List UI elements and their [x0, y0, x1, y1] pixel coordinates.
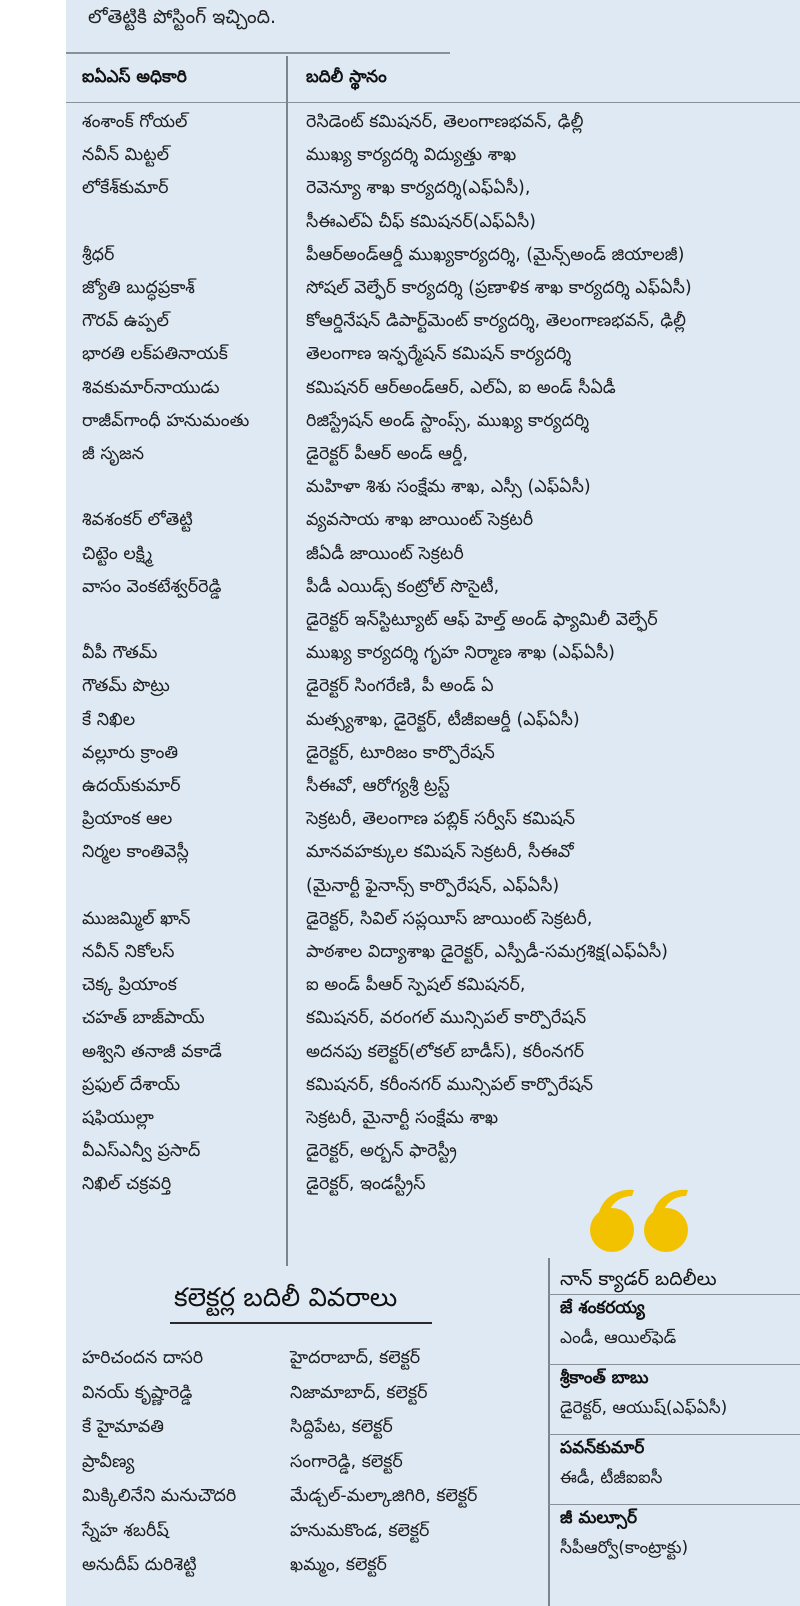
officer-posting: కమిషనర్, వరంగల్ మున్సిపల్ కార్పొరేషన్ [306, 1008, 587, 1029]
officer-posting: డైరెక్టర్ సింగరేణి, పీ అండ్ ఏ [306, 676, 494, 697]
collector-name: ప్రావీణ్య [82, 1451, 135, 1472]
collector-name: మిక్కిలినేని మనుచౌదరి [82, 1486, 237, 1506]
collector-name: స్నేహ శబరీష్ [82, 1520, 169, 1541]
non-cadre-posting: సీపీఆర్వో(కాంట్రాక్టు) [560, 1538, 689, 1558]
officer-posting: కోఆర్డినేషన్ డిపార్ట్‌మెంట్ కార్యదర్శి, తెలంగాణభవన్, ఢిల్లీ [306, 311, 686, 332]
collector-posting: ఖమ్మం, కలెక్టర్ [290, 1555, 387, 1575]
officer-name: ప్రియాంక ఆల [82, 809, 173, 830]
officer-name: జీ సృజన [82, 444, 145, 464]
officer-name: షఫియుల్లా [82, 1108, 154, 1128]
officer-name: శంశాంక్ గోయల్ [82, 112, 188, 132]
officer-posting: రిజిస్ట్రేషన్ అండ్ స్టాంప్స్, ముఖ్య కార్యదర్శి [306, 410, 590, 431]
collector-posting: సంగారెడ్డి, కలెక్టర్ [290, 1451, 403, 1472]
officer-name: చెక్క ప్రియాంక [82, 975, 177, 996]
officer-posting: రెవెన్యూ శాఖ కార్యదర్శి(ఎఫ్ఏసీ), [306, 178, 531, 199]
column-divider [286, 56, 288, 1266]
collector-posting: మేడ్చల్-మల్కాజిగిరి, కలెక్టర్ [290, 1486, 478, 1506]
officer-posting: మహిళా శిశు సంక్షేమ శాఖ, ఎస్సీ (ఎఫ్ఏసీ) [306, 477, 591, 498]
officer-name: శ్రీధర్ [82, 244, 115, 265]
officer-posting: డైరెక్టర్, అర్బన్ ఫారెస్ట్రీ [306, 1141, 457, 1162]
officer-posting: పీఆర్అండ్ఆర్డీ ముఖ్యకార్యదర్శి, (మైన్స్అండ్ జియాలజీ) [306, 244, 685, 265]
officer-name: చహత్ బాజ్‌పాయ్ [82, 1008, 205, 1029]
officer-posting: ముఖ్య కార్యదర్శి విద్యుత్తు శాఖ [306, 145, 517, 166]
officer-name: నవీన్ మిట్టల్ [82, 145, 170, 166]
officer-posting: సీఈవో, ఆరోగ్యశ్రీ ట్రస్ట్ [306, 776, 450, 796]
collector-posting: సిద్దిపేట, కలెక్టర్ [290, 1417, 393, 1437]
officer-posting: కమిషనర్, కరీంనగర్ మున్సిపల్ కార్పొరేషన్ [306, 1074, 594, 1095]
officer-name: రాజీవ్‌గాంధీ హనుమంతు [82, 410, 250, 431]
non-cadre-divider [548, 1258, 550, 1606]
officer-name: ప్రఫుల్ దేశాయ్ [82, 1074, 181, 1095]
officer-posting: పీడీ ఎయిడ్స్ కంట్రోల్ సొసైటీ, [306, 576, 500, 597]
top-rule [66, 52, 450, 54]
officer-posting: అదనపు కలెక్టర్(లోకల్ బాడీస్), కరీంనగర్ [306, 1041, 584, 1062]
officer-posting: డైరెక్టర్ పీఆర్ అండ్ ఆర్డీ, [306, 444, 469, 464]
officer-posting: సీఈఎల్ఏ చీఫ్ కమిషనర్(ఎఫ్ఏసీ) [306, 211, 537, 232]
collector-posting: హైదరాబాద్, కలెక్టర్ [290, 1348, 421, 1368]
non-cadre-rule [548, 1504, 800, 1505]
officer-name: వీపీ గౌతమ్ [82, 643, 158, 664]
officer-posting: వ్యవసాయ శాఖ జాయింట్ సెక్రటరీ [306, 510, 534, 531]
officer-posting: డైరెక్టర్, టూరిజం కార్పొరేషన్ [306, 742, 495, 763]
officer-posting: పాఠశాల విద్యాశాఖ డైరెక్టర్, ఎస్పీడీ-సమగ్రశిక్ష(ఎఫ్ఏసీ) [306, 942, 669, 962]
collectors-title-underline [170, 1322, 432, 1324]
officer-posting: జీఏడీ జాయింట్ సెక్రటరీ [306, 543, 464, 564]
non-cadre-posting: ఈడీ, టీజీఐఐసీ [560, 1468, 663, 1488]
collector-name: వినయ్ కృష్ణారెడ్డి [82, 1382, 193, 1403]
officer-name: నిఖిల్ చక్రవర్తి [82, 1174, 172, 1195]
officer-posting: రెసిడెంట్ కమిషనర్, తెలంగాణభవన్, ఢిల్లీ [306, 112, 584, 132]
quote-mark-icon [582, 1186, 702, 1256]
officer-name: ముజమ్మిల్ ఖాన్ [82, 908, 191, 929]
officer-name: గౌరవ్ ఉప్పల్ [82, 311, 169, 332]
officer-name: కే నిఖిల [82, 709, 136, 730]
officer-name: వల్లూరు క్రాంతి [82, 742, 179, 763]
collector-name: కే హైమావతి [82, 1417, 164, 1437]
header-rule [66, 102, 800, 103]
non-cadre-name: జే శంకరయ్య [560, 1298, 645, 1318]
officer-name: నిర్మల కాంతివెస్లీ [82, 842, 189, 863]
officer-posting: మానవహక్కుల కమిషన్ సెక్రటరీ, సీఈవో [306, 842, 574, 863]
officer-posting: డైరెక్టర్, సివిల్ సప్లయీస్ జాయింట్ సెక్రటరీ, [306, 908, 593, 929]
officer-name: శివకుమార్‌నాయుడు [82, 377, 220, 398]
non-cadre-rule [548, 1434, 800, 1435]
officer-name: ఉదయ్‌కుమార్ [82, 776, 181, 796]
officer-posting: డైరెక్టర్, ఇండస్ట్రీస్ [306, 1174, 426, 1195]
officer-name: నవీన్ నికోలస్ [82, 942, 175, 962]
officer-name: చిట్టెం లక్ష్మి [82, 543, 153, 564]
collectors-title: కలెక్టర్ల బదిలీ వివరాలు [174, 1283, 398, 1313]
officer-name: వాసం వెంకటేశ్వర్‌రెడ్డి [82, 576, 222, 597]
header-posting: బదిలీ స్థానం [306, 67, 387, 87]
collector-name: హరిచందన దాసరి [82, 1348, 204, 1368]
officer-posting: ముఖ్య కార్యదర్శి గృహ నిర్మాణ శాఖ (ఎఫ్ఏసీ) [306, 643, 615, 664]
non-cadre-title: నాన్ క్యాడర్ బదిలీలు [560, 1268, 717, 1290]
officer-posting: కమిషనర్ ఆర్అండ్ఆర్, ఎల్ఏ, ఐ అండ్ సీఏడీ [306, 377, 616, 398]
collector-name: అనుదీప్ దురిశెట్టి [82, 1555, 197, 1575]
officer-posting: మత్స్యశాఖ, డైరెక్టర్, టీజీఐఆర్డీ (ఎఫ్ఏసీ) [306, 709, 580, 730]
non-cadre-name: శ్రీకాంత్ బాబు [560, 1368, 649, 1388]
officer-name: గౌతమ్ పొట్రు [82, 676, 170, 697]
officer-posting: తెలంగాణ ఇన్ఫర్మేషన్ కమిషన్ కార్యదర్శి [306, 344, 572, 365]
officer-name: జ్యోతి బుద్ధప్రకాశ్ [82, 278, 195, 298]
officer-posting: సెక్రటరీ, మైనార్టీ సంక్షేమ శాఖ [306, 1108, 499, 1128]
officer-name: భారతి లక్‌పతినాయక్ [82, 344, 228, 365]
intro-text: లోతెట్టికి పోస్టింగ్ ఇచ్చింది. [88, 6, 277, 28]
collector-posting: హనుమకొండ, కలెక్టర్ [290, 1520, 430, 1541]
officer-name: అశ్విని తనాజీ వకాడే [82, 1041, 222, 1062]
non-cadre-posting: ఎండీ, ఆయిల్‌ఫెడ్ [560, 1328, 677, 1348]
officer-name: శివశంకర్ లోతెట్టి [82, 510, 193, 531]
non-cadre-name: పవన్‌కుమార్ [560, 1438, 645, 1458]
non-cadre-rule [548, 1294, 800, 1295]
officer-posting: సోషల్ వెల్ఫేర్ కార్యదర్శి (ప్రణాళిక శాఖ కార్యదర్శి ఎఫ్ఏసీ) [306, 278, 692, 298]
officer-name: వీఎస్ఎన్వీ ప్రసాద్ [82, 1141, 201, 1162]
officer-posting: (మైనార్టీ ఫైనాన్స్ కార్పొరేషన్, ఎఫ్ఏసీ) [306, 875, 560, 896]
officer-posting: డైరెక్టర్ ఇన్‌స్టిట్యూట్ ఆఫ్ హెల్త్ అండ్ ఫ్యామిలీ వెల్ఫేర్ [306, 610, 658, 630]
non-cadre-posting: డైరెక్టర్, ఆయుష్(ఎఫ్ఏసీ) [560, 1398, 728, 1418]
officer-posting: ఐ అండ్ పీఆర్ స్పెషల్ కమిషనర్, [306, 975, 526, 996]
non-cadre-name: జీ మల్సూర్ [560, 1508, 638, 1528]
officer-name: లోకేశ్‌కుమార్ [82, 178, 169, 199]
officer-posting: సెక్రటరీ, తెలంగాణ పబ్లిక్ సర్వీస్ కమిషన్ [306, 809, 576, 830]
non-cadre-rule [548, 1364, 800, 1365]
header-officer: ఐఏఎస్ అధికారి [82, 67, 187, 87]
collector-posting: నిజామాబాద్, కలెక్టర్ [290, 1382, 428, 1403]
